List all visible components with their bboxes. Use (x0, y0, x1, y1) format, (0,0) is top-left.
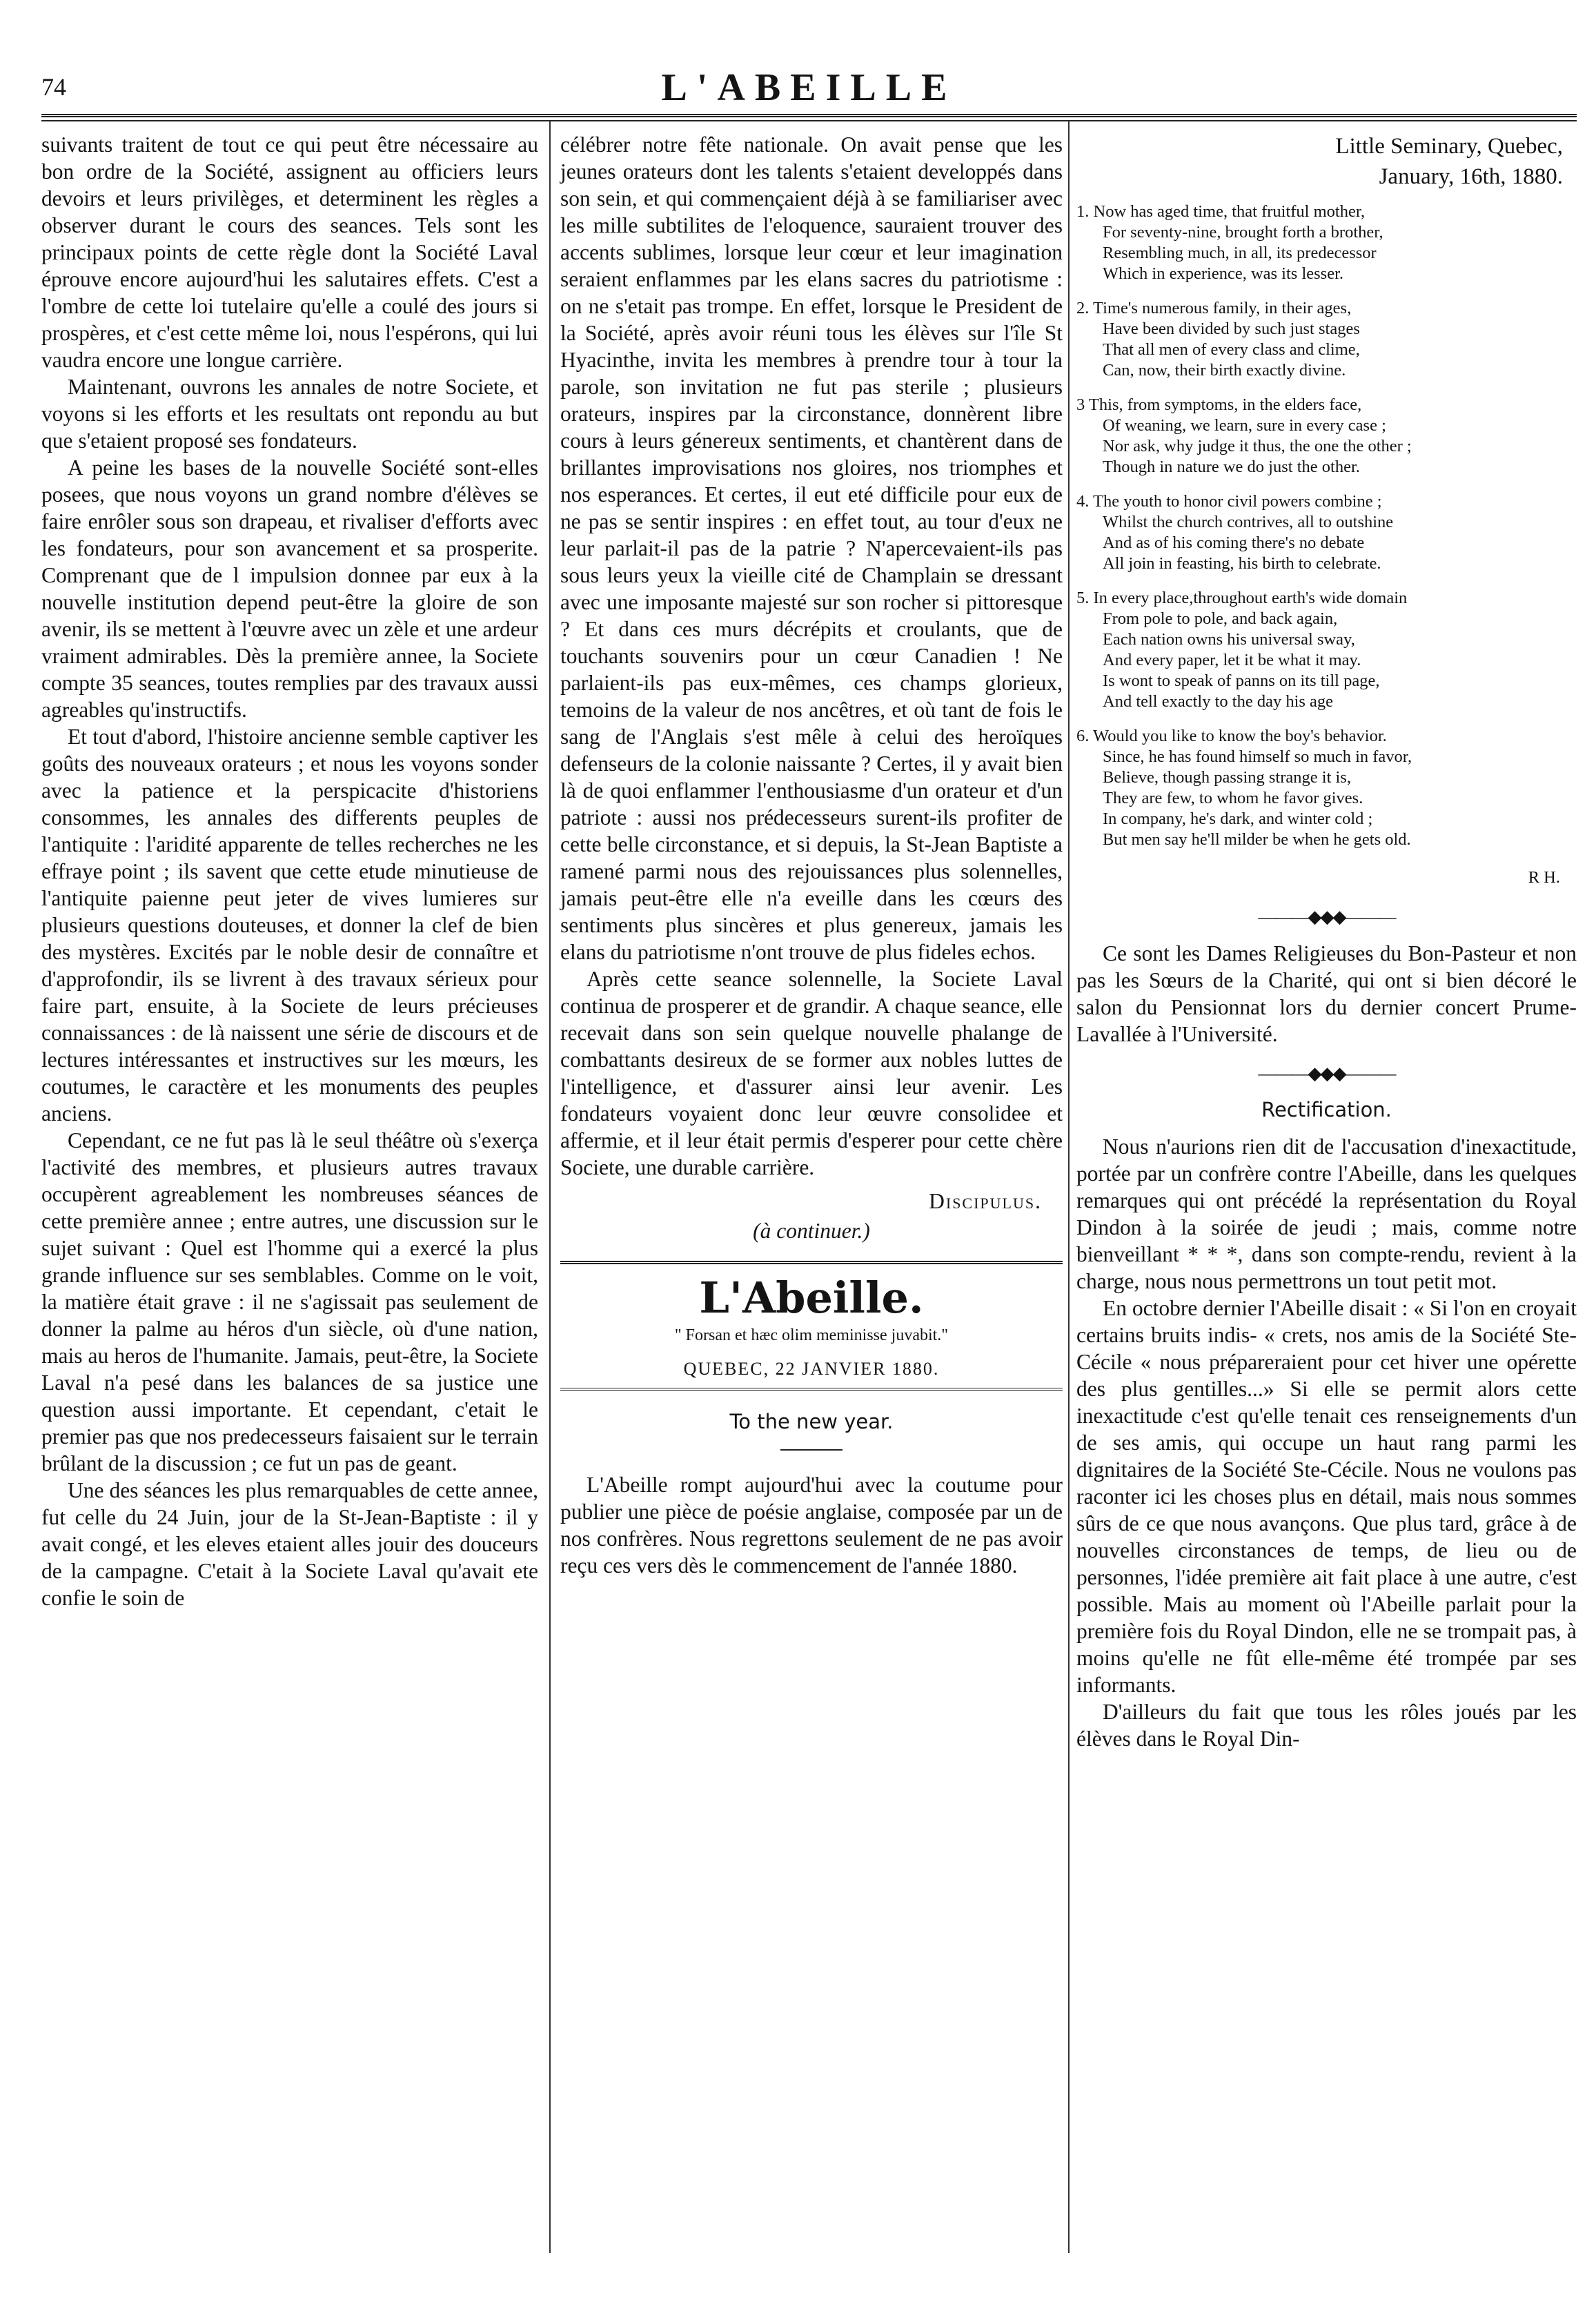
short-rule (780, 1449, 843, 1451)
poem-line: All join in feasting, his birth to celebrate. (1103, 554, 1381, 573)
poem-line: 5. In every place,throughout earth's wide domain (1076, 589, 1408, 607)
poem-line: Resembling much, in all, its predecessor (1103, 244, 1377, 262)
paragraph: Et tout d'abord, l'histoire ancienne semble captiver les goûts des nouveaux orateurs ; et nous les voyons sonder avec la patience et la perspicacite d'historiens consommes, les annales des differents peuples de l'antiquite : l'aridité apparente de telles recherches ne les effraye point ; ils savent que cette etude minutieuse de l'antiquite paienne peut jeter de vives lumieres sur plusieurs questions douteuses, et donner la clef de bien des mystères. Excités par le noble desir de connaître et d'approfondir, ils se livrent à des travaux sérieux pour faire part, ensuite, à la Societe de leurs précieuses connaissances : de là naissent une série de discours et de lectures intéressantes et instructives sur les mœurs, les coutumes, le caractère et les monuments des peuples anciens. (41, 725, 538, 1126)
poem-line: Is wont to speak of panns on its till page, (1103, 671, 1380, 690)
poem-initials: R H. (1528, 868, 1560, 887)
paragraph: A peine les bases de la nouvelle Société sont-elles posees, que nous voyons un grand nombre d'élèves se faire enrôler sous son drapeau, et rivaliser d'efforts avec les fondateurs, pour son avancement et sa prosperite. Comprenant que de l impulsion donnee par eux à la nouvelle institution depend peut-être la gloire de son avenir, ils se mettent à l'œuvre avec un zèle et une ardeur vraiment admirables. Dès la première annee, la Societe compte 35 seances, toutes remplies par des travaux aussi agreables qu'instructifs. (41, 455, 538, 722)
poem-line: Which in experience, was its lesser. (1103, 264, 1344, 283)
continued-note: (à continuer.) (753, 1219, 870, 1243)
poem-line: And every paper, let it be what it may. (1103, 651, 1361, 669)
poem-line: And tell exactly to the day his age (1103, 692, 1334, 711)
poem-line: Though in nature we do just the other. (1103, 458, 1360, 476)
dateline: QUEBEC, 22 JANVIER 1880. (560, 1355, 1063, 1391)
paragraph: Maintenant, ouvrons les annales de notre Societe, et voyons si les efforts et les resultats ont repondu au but que s'etaient proposé ses fondateurs. (41, 375, 538, 453)
column-rule-2 (1068, 121, 1070, 2253)
paragraph: D'ailleurs du fait que tous les rôles joués par les élèves dans le Royal Din- (1076, 1700, 1577, 1751)
poem-stanza (1076, 588, 1577, 712)
poem-line: For seventy-nine, brought forth a brother, (1103, 223, 1383, 242)
paragraph: L'Abeille rompt aujourd'hui avec la coutume pour publier une pièce de poésie anglaise, composée par un de nos confrères. Nous regrettons seulement de ne pas avoir reçu ces vers dès le commencement de l'année 1880. (560, 1473, 1063, 1578)
poem-line: Can, now, their birth exactly divine. (1103, 361, 1346, 380)
paragraph: Après cette seance solennelle, la Societe Laval continua de prosperer et de grandir. A chaque seance, elle recevait dans son sein quelque nouvelle phalange de combattants desireux de se former aux nobles luttes de l'intelligence, et d'assurer ainsi leur avenir. Les fondateurs voyaient donc leur œuvre consolidee et affermie, et il leur était permis d'esperer pour cette chère Societe, une durable carrière. (560, 967, 1063, 1179)
header-rule (41, 114, 1577, 121)
poem-line: Nor ask, why judge it thus, the one the other ; (1103, 437, 1412, 455)
poem-line: Whilst the church contrives, all to outshine (1103, 513, 1394, 531)
poem-stanza (1076, 202, 1577, 284)
poem-line: Have been divided by such just stages (1103, 320, 1360, 338)
paragraph: Une des séances les plus remarquables de cette annee, fut celle du 24 Juin, jour de la St-Jean-Baptiste : il y avait congé, et les eleves etaient alles jouir des douceurs de la campagne. C'etait à la Societe Laval qu'avait ete confie le soin de (41, 1478, 538, 1610)
section-title: To the new year. (729, 1410, 894, 1433)
poem-line: That all men of every class and clime, (1103, 340, 1360, 359)
poem-stanza (1076, 298, 1577, 381)
column-3 (1076, 131, 1577, 1752)
poem-line: And as of his coming there's no debate (1103, 533, 1365, 552)
journal-title: L'ABEILLE (661, 66, 957, 109)
poem-line: From pole to pole, and back again, (1103, 609, 1338, 628)
poem-line: 2. Time's numerous family, in their ages, (1076, 299, 1352, 317)
ornament-divider: ———◆◆◆——— (1258, 907, 1395, 927)
poem-line: Each nation owns his universal sway, (1103, 630, 1355, 649)
poem-line: In company, he's dark, and winter cold ; (1103, 809, 1373, 828)
poem-place: Little Seminary, Quebec, (1335, 134, 1563, 159)
poem-line: 6. Would you like to know the boy's behavior. (1076, 727, 1387, 745)
column-rule-1 (549, 121, 551, 2253)
ornament-divider: ———◆◆◆——— (1258, 1063, 1395, 1083)
masthead-rule (560, 1261, 1063, 1264)
poem-line: Since, he has found himself so much in favor, (1103, 747, 1412, 766)
paragraph: célébrer notre fête nationale. On avait pense que les jeunes orateurs dont les talents s'etaient developpés dans son sein, et qui commençaient déjà à se familiariser avec les mille subtilites de l'eloquence, sauraient trouver des accents sublimes, lorsque leur cœur et leur imagination seraient enflammes par les elans sacres du patriotisme : on ne s'etait pas trompe. En effet, lorsque le President de la Société, après avoir réuni tous les élèves sur l'île St Hyacinthe, invita les membres à prendre tour à tour la parole, son invitation ne fut pas sterile ; plusieurs orateurs, inspires par la circonstance, donnèrent libre cours à leurs génereux sentiments, et chantèrent dans de brillantes improvisations nos gloires, nos triomphes et nos esperances. Et certes, il eut eté difficile pour eux de ne pas se sentir inspires : en effet tout, au tour d'eux ne leur parlait-il pas de la patrie ? N'apercevaient-ils pas sous leurs yeux la vieille cité de Champlain se dressant avec une imposante majesté sur son rocher si pittoresque ? Et dans ces murs décrépits et croulants, que de touchants souvenirs pour un cœur Canadien ! Ne parlaient-ils pas eux-mêmes, ces champs glorieux, temoins de la valeur de nos ancêtres, et où tant de fois le sang de l'Anglais s'est mêle à celui des heroïques defenseurs de la colonie naissante ? Certes, il y avait bien là de quoi enflammer l'enthousiasme d'un orateur et d'un patriote : aussi nos prédecesseurs surent-ils profiter de cette belle circonstance, et si depuis, la St-Jean Baptiste a ramené parmi nous des rejouissances plus solennelles, jamais peut-être elle n'a eveille dans les cœurs des sentiments plus sincères et plus genereux, jamais les elans du patriotisme n'ont trouve de plus fideles echos. (560, 132, 1063, 964)
column-1 (41, 131, 538, 1611)
paragraph: En octobre dernier l'Abeille disait : « Si l'on en croyait certains bruits indis- « crets, nos amis de la Société Ste-Cécile « nous prépareraient pour cet hiver une opérette des plus gentilles...» Si elle se permit alors cette inexactitude c'est qu'elle tenait ces renseignements d'un de ses amis, qui occupe un haut rang parmi les dignitaires de la Société Ste-Cécile. Nous ne voulons pas raconter ici les choses plus en détail, mais nous sommes sûrs de ce que nous avançons. Que plus tard, grâce à de nouvelles circonstances de temps, de lieu ou de personnes, l'idée première ait fait place à une autre, c'est possible. Mais au moment où l'Abeille parlait pour la première fois du Royal Dindon, elle ne se trompait pas, à moins qu'elle ne fût elle-même été trompée par ses informants. (1076, 1296, 1577, 1697)
poem-line: But men say he'll milder be when he gets old. (1103, 830, 1411, 849)
poem-line: 4. The youth to honor civil powers combine ; (1076, 492, 1382, 511)
poem-line: Believe, though passing strange it is, (1103, 768, 1351, 787)
paragraph: Cependant, ce ne fut pas là le seul théâtre où s'exerça l'activité des membres, et plusieurs autres travaux occupèrent agreablement les nombreuses séances de cette première annee ; entre autres, une discussion sur le sujet suivant : Quel est l'homme qui a exercé la plus grande influence sur ses semblables. Comme on le voit, la matière était grave : il ne s'agissait pas seulement de donner la palme au héros d'un siècle, où d'une nation, mais au heros de l'humanite. Jamais, peut-être, la Societe Laval n'a pesé dans les balances de sa justice une question aussi importante. Et cependant, c'etait le premier pas que nos predecesseurs faisaient sur le terrain brûlant de la discussion ; ce fut un pas de geant. (41, 1128, 538, 1475)
poem-stanza (1076, 726, 1577, 850)
paragraph: suivants traitent de tout ce qui peut être nécessaire au bon ordre de la Société, assignent au officiers leurs devoirs et leurs privilèges, et determinent les règles a observer durant le cours des seances. Tels sont les principaux points de cette règle dont la Société Laval éprouve encore aujourd'hui les salutaires effets. C'est a l'ombre de cette loi tutelaire qu'elle a coulé des jours si prospères, et c'est cette même loi, nous l'espérons, qui lui vaudra encore une longue carrière. (41, 132, 538, 372)
masthead-title: L'Abeille. (699, 1273, 924, 1323)
poem-stanza (1076, 395, 1577, 478)
poem-stanza (1076, 491, 1577, 574)
column-2 (560, 131, 1063, 1579)
poem-line: Of weaning, we learn, sure in every case ; (1103, 416, 1386, 435)
poem-line: 1. Now has aged time, that fruitful mother, (1076, 202, 1366, 221)
poem (1076, 202, 1577, 850)
poem-date: January, 16th, 1880. (1379, 164, 1563, 189)
paragraph: Nous n'aurions rien dit de l'accusation d'inexactitude, portée par un confrère contre l'Abeille, dans les quelques remarques qui ont précédé la représentation du Royal Dindon à la soirée de jeudi ; mais, comme notre bienveillant * * *, dans son compte-rendu, revient à la charge, nous nous permettrons un tout petit mot. (1076, 1135, 1577, 1293)
masthead-motto: " Forsan et hæc olim meminisse juvabit." (674, 1326, 949, 1344)
notice-paragraph: Ce sont les Dames Religieuses du Bon-Pasteur et non pas les Sœurs de la Charité, qui ont si bien décoré le salon du Pensionnat lors du dernier concert Prume-Lavallée à l'Université. (1076, 941, 1577, 1046)
poem-line: They are few, to whom he favor gives. (1103, 789, 1363, 807)
poem-line: 3 This, from symptoms, in the elders face, (1076, 395, 1362, 414)
signature: Discipulus. (929, 1189, 1042, 1213)
rectification-title: Rectification. (1261, 1098, 1392, 1121)
page-header (41, 66, 1577, 107)
page-number: 74 (41, 73, 66, 101)
